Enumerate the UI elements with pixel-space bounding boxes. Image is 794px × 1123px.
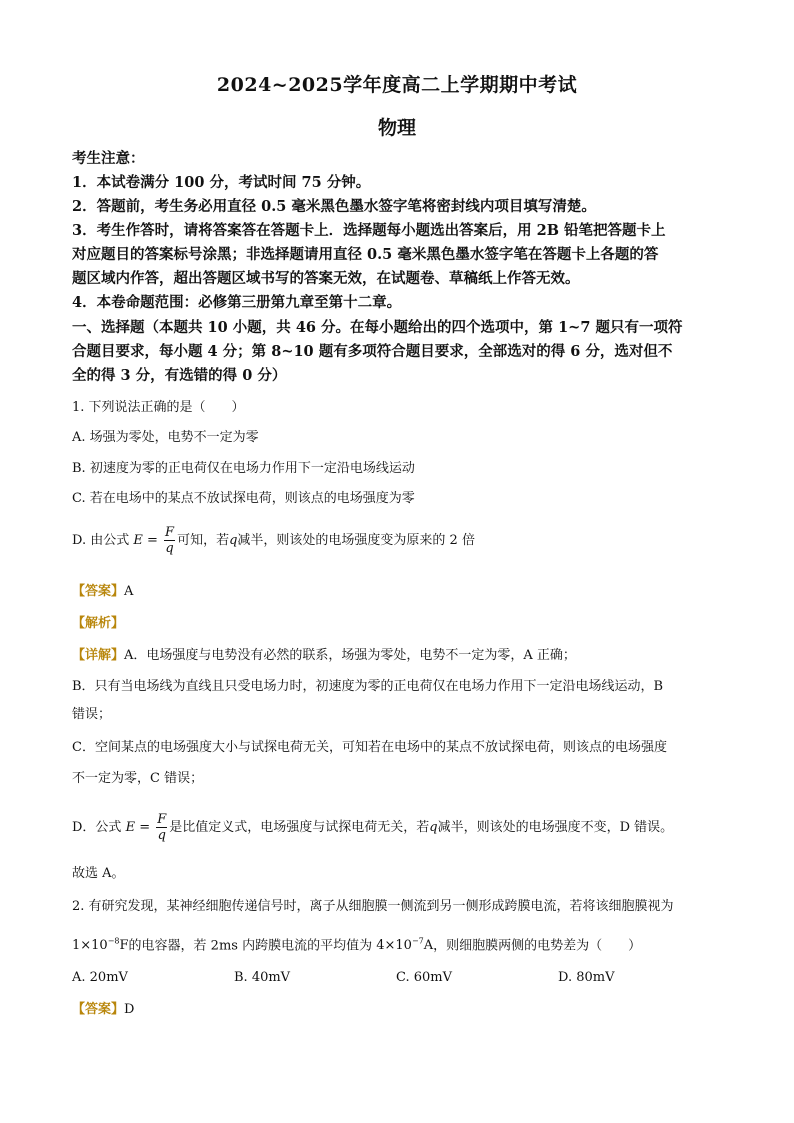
- notice-item: 对应题目的答案标号涂黑；非选择题请用直径 0.5 毫米黑色墨水签字笔在答题卡上各题的答: [72, 246, 659, 263]
- formula-numerator: F: [157, 812, 167, 827]
- q1-option-a: A. 场强为零处，电势不一定为零: [72, 430, 259, 445]
- q1-detail-b: 错误；: [72, 707, 112, 722]
- q1-detail-b: B．只有当电场线为直线且只受电场力时，初速度为零的正电荷仅在电场力作用下一定沿电场线运动，B: [72, 679, 664, 694]
- q1-detail-c: 不一定为零，C 错误；: [72, 771, 204, 786]
- q2-options: [72, 966, 720, 990]
- notice-item: 3．考生作答时，请将答案答在答题卡上．选择题每小题选出答案后，用 2B 铅笔把答题卡上: [72, 222, 666, 239]
- q1-detail-d: [72, 812, 720, 843]
- variable-q: q: [229, 533, 238, 548]
- q1-stem: 1. 下列说法正确的是（ ）: [72, 400, 245, 415]
- q1-option-b: B. 初速度为零的正电荷仅在电场力作用下一定沿电场线运动: [72, 461, 415, 476]
- q1-analysis: [72, 612, 720, 636]
- section-instruction: 合题目要求，每小题 4 分；第 8~10 题有多项符合题目要求，全部选对的得 6 分，选对但不: [72, 343, 673, 360]
- formula-fraction: [164, 525, 175, 556]
- subject-title: 物理: [377, 117, 416, 139]
- q1-detail-c: C．空间某点的电场强度大小与试探电荷无关，可知若在电场中的某点不放试探电荷，则该点的电场强度: [72, 740, 667, 755]
- q1-option-d-text: 减半，则该处的电场强度变为原来的 2 倍: [237, 533, 475, 548]
- detail-d-prefix: D．公式: [72, 820, 122, 835]
- capacitance: $1\times 10^{-8}F$: [72, 937, 129, 954]
- q1-option-d: [72, 525, 720, 556]
- formula-denominator: q: [157, 828, 166, 843]
- q1-option-c: C. 若在电场中的某点不放试探电荷，则该点的电场强度为零: [72, 491, 415, 506]
- q2-option-b: B. 40mV: [234, 970, 291, 985]
- q2-option-d: D. 80mV: [558, 970, 615, 985]
- q1-option-d-prefix: D. 由公式: [72, 533, 130, 548]
- notice-heading: 考生注意：: [72, 150, 145, 167]
- formula-denominator: q: [165, 541, 174, 556]
- section-instruction: 全的得 3 分，有选错的得 0 分）: [72, 367, 287, 384]
- detail-text: 减半，则该处的电场强度不变，D 错误。: [437, 820, 674, 835]
- answer-value: D: [124, 1002, 135, 1017]
- q1-conclusion: 故选 A。: [72, 866, 125, 881]
- formula-fraction: [156, 812, 167, 843]
- q2-stem: 2. 有研究发现，某神经细胞传递信号时，离子从细胞膜一侧流到另一侧形成跨膜电流，若将该细胞膜视为: [72, 899, 674, 914]
- formula-numerator: F: [165, 525, 175, 540]
- detail-text: A．电场强度与电势没有必然的联系，场强为零处，电势不一定为零，A 正确；: [124, 648, 576, 663]
- answer-label: 【答案】: [72, 1002, 125, 1017]
- detail-label: 【详解】: [72, 648, 125, 663]
- notice-item: 2．答题前，考生务必用直径 0.5 毫米黑色墨水签字笔将密封线内项目填写清楚。: [72, 198, 596, 215]
- current: $4\times 10^{-7}A$: [376, 937, 434, 954]
- notice-item: 题区域内作答，超出答题区域书写的答案无效，在试题卷、草稿纸上作答无效。: [72, 270, 580, 287]
- formula-lhs: E =: [133, 533, 158, 548]
- detail-text: 是比值定义式，电场强度与试探电荷无关，若: [169, 820, 430, 835]
- answer-value: A: [124, 584, 134, 599]
- exam-title: 2024~2025学年度高二上学期期中考试: [216, 74, 578, 96]
- q1-option-d-text: 可知，若: [177, 533, 230, 548]
- q2-answer: [72, 998, 720, 1022]
- answer-label: 【答案】: [72, 584, 125, 599]
- q2-option-a: A. 20mV: [72, 970, 128, 985]
- analysis-label: 【解析】: [72, 616, 125, 631]
- formula-lhs: E =: [125, 820, 151, 835]
- q2-stem-text: 的电容器，若 2ms 内跨膜电流的平均值为: [128, 938, 373, 954]
- q1-detail-a: [72, 644, 720, 668]
- q1-answer: [72, 580, 720, 604]
- notice-item: 1．本试卷满分 100 分，考试时间 75 分钟。: [72, 174, 371, 191]
- q2-stem: [72, 930, 720, 958]
- notice-item: 4．本卷命题范围：必修第三册第九章至第十二章。: [72, 294, 402, 311]
- section-instruction: 一、选择题（本题共 10 小题，共 46 分。在每小题给出的四个选项中，第 1~7 题只有一项符: [72, 319, 683, 336]
- q2-stem-text: ，则细胞膜两侧的电势差为（ ）: [433, 938, 642, 954]
- q2-option-c: C. 60mV: [396, 970, 453, 985]
- variable-q: q: [429, 820, 438, 835]
